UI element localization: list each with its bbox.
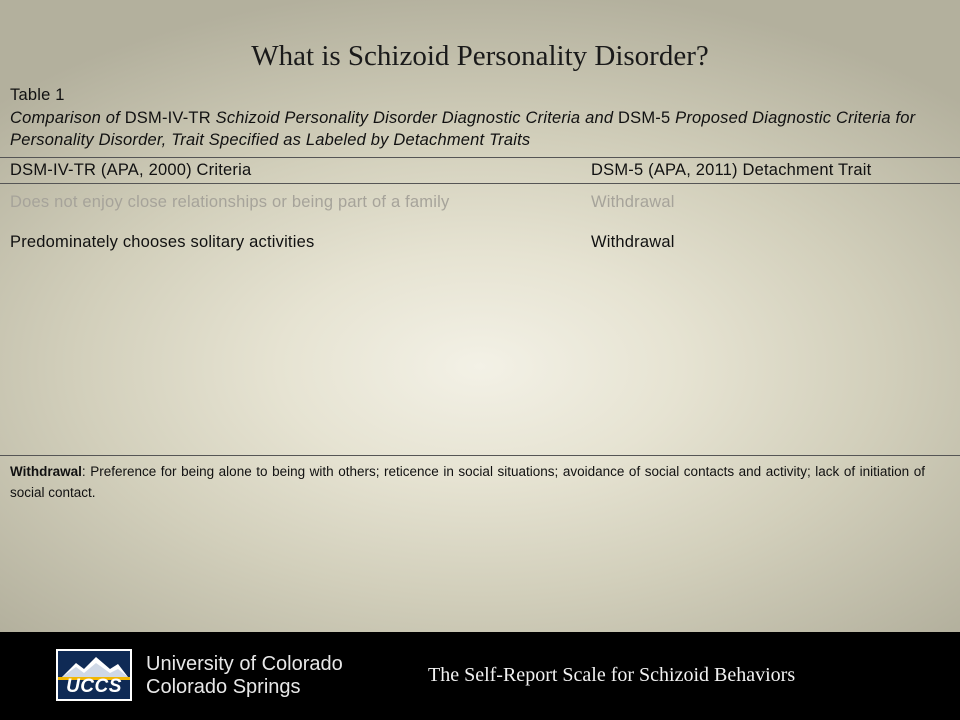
column-header-criteria: DSM-IV-TR (APA, 2000) Criteria	[10, 161, 252, 179]
table-top-rule	[0, 157, 960, 158]
caption-part: DSM-IV-TR	[119, 108, 216, 127]
table-label: Table 1	[10, 86, 65, 104]
logo-wordmark: UCCS	[66, 676, 122, 697]
table-cell-trait: Withdrawal	[591, 233, 675, 251]
table-header-rule	[0, 183, 960, 184]
column-header-trait: DSM-5 (APA, 2011) Detachment Trait	[591, 161, 872, 179]
table-cell-trait: Withdrawal	[591, 193, 675, 211]
university-line-2: Colorado Springs	[146, 676, 301, 698]
caption-part: Proposed Diagnostic Criteria for Personality Disorder, Trait Specified as Labeled by Detachment Traits	[10, 108, 916, 149]
table-cell-criteria: Does not enjoy close relationships or being part of a family	[10, 193, 450, 211]
table-description	[10, 107, 950, 152]
caption-part: Comparison of	[10, 108, 120, 127]
university-line-1: University of Colorado	[146, 653, 343, 675]
slide-title: What is Schizoid Personality Disorder?	[251, 40, 709, 72]
table-cell-criteria: Predominately chooses solitary activities	[10, 233, 315, 251]
caption-part: Schizoid Personality Disorder Diagnostic Criteria and	[215, 108, 614, 127]
slide-footer	[0, 632, 960, 720]
footnote-definition: : Preference for being alone to being with others; reticence in social situations; avoidance of social contacts and activity; lack of initiation of social contact.	[10, 464, 925, 500]
caption-part: DSM-5	[613, 108, 676, 127]
table-bottom-rule	[0, 455, 960, 456]
table-footnote	[10, 461, 925, 503]
presentation-title: The Self-Report Scale for Schizoid Behaviors	[428, 664, 796, 686]
footnote-term: Withdrawal	[10, 464, 82, 479]
uccs-logo	[56, 649, 132, 701]
table-caption	[10, 84, 950, 152]
university-name	[146, 653, 343, 699]
